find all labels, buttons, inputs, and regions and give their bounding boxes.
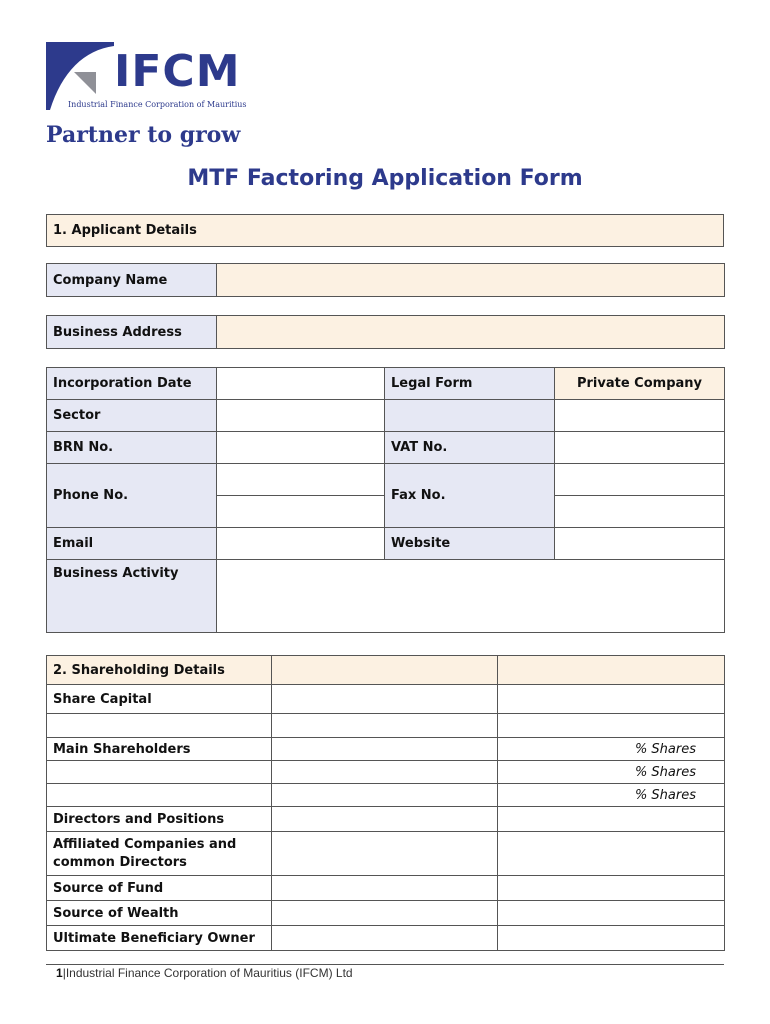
source-of-wealth-extra-field[interactable] — [498, 901, 725, 926]
shareholder-2-label — [47, 761, 272, 784]
section1-heading: 1. Applicant Details — [47, 215, 724, 247]
source-of-wealth-field[interactable] — [272, 901, 498, 926]
phone-field-2[interactable] — [217, 496, 385, 528]
shareholder-3-label — [47, 784, 272, 807]
email-label: Email — [47, 528, 217, 560]
footer-text: Industrial Finance Corporation of Mauritius (IFCM) Ltd — [65, 966, 353, 980]
sector-extra-field[interactable] — [555, 400, 725, 432]
website-field[interactable] — [555, 528, 725, 560]
legal-form-field[interactable]: Private Company — [555, 368, 725, 400]
section2-header-col2 — [272, 656, 498, 685]
logo-text: IFCM — [114, 46, 241, 97]
ubo-field[interactable] — [272, 926, 498, 951]
share-capital-blank-label — [47, 714, 272, 738]
footer-divider — [46, 964, 724, 965]
legal-form-label: Legal Form — [385, 368, 555, 400]
directors-field[interactable] — [272, 807, 498, 832]
business-activity-label: Business Activity — [47, 560, 217, 633]
business-activity-field[interactable] — [217, 560, 725, 633]
section2-heading: 2. Shareholding Details — [47, 656, 272, 685]
shareholder-3-field[interactable] — [272, 784, 498, 807]
shareholding-table — [46, 655, 725, 951]
website-label: Website — [385, 528, 555, 560]
footer-separator: | — [62, 966, 66, 980]
directors-label: Directors and Positions — [47, 807, 272, 832]
brn-label: BRN No. — [47, 432, 217, 464]
fax-label: Fax No. — [385, 464, 555, 528]
vat-field[interactable] — [555, 432, 725, 464]
shareholder-3-shares[interactable]: % Shares — [498, 784, 725, 807]
affiliated-extra-field[interactable] — [498, 832, 725, 876]
company-name-row — [46, 263, 725, 297]
business-address-field[interactable] — [217, 316, 725, 349]
company-name-field[interactable] — [217, 264, 725, 297]
source-of-wealth-label: Source of Wealth — [47, 901, 272, 926]
sector-blank-label — [385, 400, 555, 432]
ubo-label: Ultimate Beneficiary Owner — [47, 926, 272, 951]
shareholder-1-field[interactable] — [272, 738, 498, 761]
incorporation-date-field[interactable] — [217, 368, 385, 400]
business-address-label: Business Address — [47, 316, 217, 349]
source-of-fund-label: Source of Fund — [47, 876, 272, 901]
ubo-extra-field[interactable] — [498, 926, 725, 951]
main-shareholders-label: Main Shareholders — [47, 738, 272, 761]
shareholder-2-shares[interactable]: % Shares — [498, 761, 725, 784]
share-capital-field[interactable] — [272, 685, 498, 714]
section2-header-col3 — [498, 656, 725, 685]
incorporation-date-label: Incorporation Date — [47, 368, 217, 400]
email-field[interactable] — [217, 528, 385, 560]
logo-subtitle: Industrial Finance Corporation of Mauritius — [68, 100, 247, 109]
directors-extra-field[interactable] — [498, 807, 725, 832]
source-of-fund-field[interactable] — [272, 876, 498, 901]
form-title: MTF Factoring Application Form — [187, 166, 583, 191]
sector-field[interactable] — [217, 400, 385, 432]
page-number: 1 — [56, 966, 63, 980]
share-capital-extra-field-2[interactable] — [498, 714, 725, 738]
phone-field-1[interactable] — [217, 464, 385, 496]
vat-label: VAT No. — [385, 432, 555, 464]
section1-header — [46, 214, 724, 247]
share-capital-label: Share Capital — [47, 685, 272, 714]
affiliated-field[interactable] — [272, 832, 498, 876]
share-capital-field-2[interactable] — [272, 714, 498, 738]
page-footer — [56, 966, 353, 980]
fax-field-1[interactable] — [555, 464, 725, 496]
affiliated-label: Affiliated Companies and common Directors — [47, 832, 272, 876]
phone-label: Phone No. — [47, 464, 217, 528]
sector-label: Sector — [47, 400, 217, 432]
shareholder-2-field[interactable] — [272, 761, 498, 784]
applicant-details-table — [46, 367, 725, 633]
company-name-label: Company Name — [47, 264, 217, 297]
business-address-row — [46, 315, 725, 349]
shareholder-1-shares[interactable]: % Shares — [498, 738, 725, 761]
tagline: Partner to grow — [46, 122, 241, 148]
source-of-fund-extra-field[interactable] — [498, 876, 725, 901]
fax-field-2[interactable] — [555, 496, 725, 528]
ifcm-logo — [44, 42, 247, 114]
share-capital-extra-field[interactable] — [498, 685, 725, 714]
brn-field[interactable] — [217, 432, 385, 464]
